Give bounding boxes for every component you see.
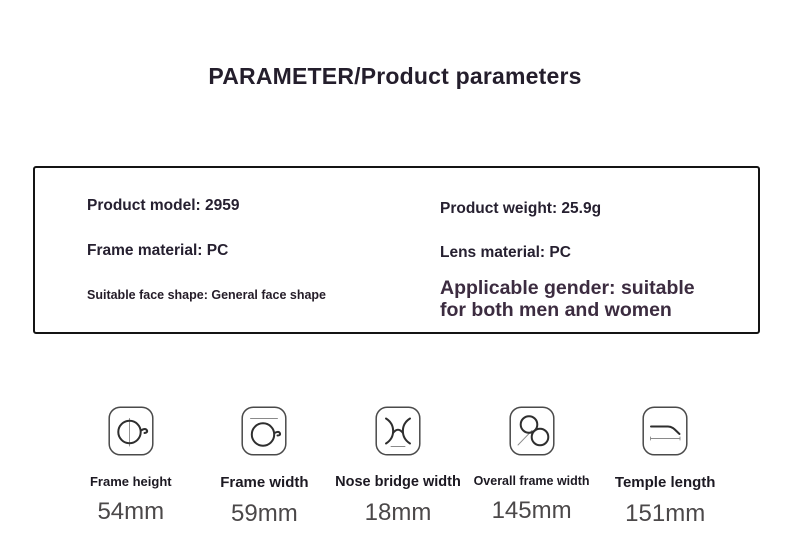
- spec-frame-material: Frame material: PC: [87, 242, 229, 259]
- page-title: PARAMETER/Product parameters: [208, 63, 582, 89]
- measurement-label: Nose bridge width: [335, 474, 461, 490]
- measurement-overall-frame-width: [465, 406, 599, 528]
- frame-height-icon: [108, 406, 154, 456]
- measurement-frame-width: [198, 406, 332, 528]
- measurement-value: 59mm: [231, 500, 298, 527]
- spec-gender: Applicable gender: suitable for both men and women: [440, 277, 695, 321]
- spec-product-model: Product model: 2959: [87, 197, 240, 214]
- overall-frame-width-icon: [509, 406, 555, 456]
- measurements-row: [64, 406, 732, 528]
- measurement-temple-length: [598, 406, 732, 528]
- measurement-label: Temple length: [614, 474, 716, 491]
- measurement-value: 18mm: [364, 499, 432, 526]
- measurement-value: 145mm: [491, 497, 572, 524]
- frame-width-icon: [241, 406, 287, 456]
- measurement-frame-height: [64, 406, 198, 528]
- nose-bridge-width-icon: [375, 406, 421, 456]
- spec-product-weight: Product weight: 25.9g: [440, 200, 602, 217]
- spec-lens-material: Lens material: PC: [440, 244, 571, 261]
- spec-box: [33, 166, 760, 334]
- measurement-value: 54mm: [97, 498, 165, 525]
- measurement-value: 151mm: [625, 500, 706, 527]
- temple-length-icon: [642, 406, 688, 456]
- spec-face-shape: Suitable face shape: General face shape: [87, 288, 326, 302]
- measurement-label: Frame height: [89, 474, 172, 489]
- measurement-label: Frame width: [220, 474, 309, 491]
- measurement-label: Overall frame width: [473, 474, 590, 488]
- measurement-nose-bridge-width: [331, 406, 465, 528]
